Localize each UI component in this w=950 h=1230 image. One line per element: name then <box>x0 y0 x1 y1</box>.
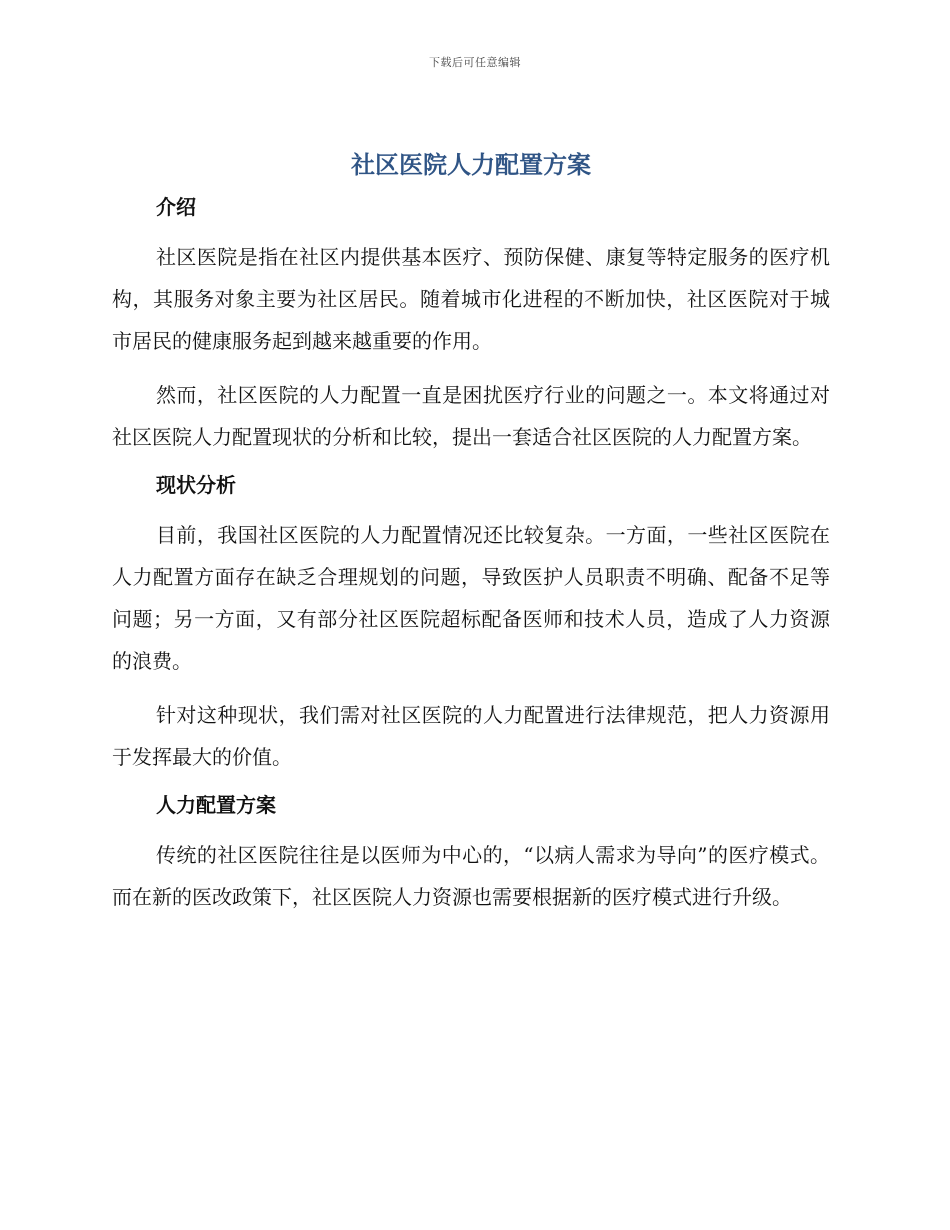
section-heading: 介绍 <box>156 195 196 219</box>
paragraph: 然而，社区医院的人力配置一直是困扰医疗行业的问题之一。本文将通过对社区医院人力配置现状的分析和比较，提出一套适合社区医院的人力配置方案。 <box>112 383 830 449</box>
document-title: 社区医院人力配置方案 <box>351 151 591 179</box>
paragraph: 社区医院是指在社区内提供基本医疗、预防保健、康复等特定服务的医疗机构，其服务对象主要为社区居民。随着城市化进程的不断加快，社区医院对于城市居民的健康服务起到越来越重要的作用。 <box>112 245 830 353</box>
section-status-analysis <box>112 470 830 778</box>
section-introduction <box>112 192 830 458</box>
header-note: 下载后可任意编辑 <box>429 56 521 69</box>
section-heading: 人力配置方案 <box>156 793 276 817</box>
section-staffing-plan <box>112 790 830 918</box>
paragraph: 传统的社区医院往往是以医师为中心的，“以病人需求为导向”的医疗模式。而在新的医改政策下，社区医院人力资源也需要根据新的医疗模式进行升级。 <box>112 843 830 909</box>
paragraph: 针对这种现状，我们需对社区医院的人力配置进行法律规范，把人力资源用于发挥最大的价值。 <box>112 703 830 769</box>
paragraph: 目前，我国社区医院的人力配置情况还比较复杂。一方面，一些社区医院在人力配置方面存在缺乏合理规划的问题，导致医护人员职责不明确、配备不足等问题；另一方面，又有部分社区医院超标配备医师和技术人员，造成了人力资源的浪费。 <box>112 523 830 673</box>
section-heading: 现状分析 <box>156 473 236 497</box>
document-body <box>112 148 830 930</box>
